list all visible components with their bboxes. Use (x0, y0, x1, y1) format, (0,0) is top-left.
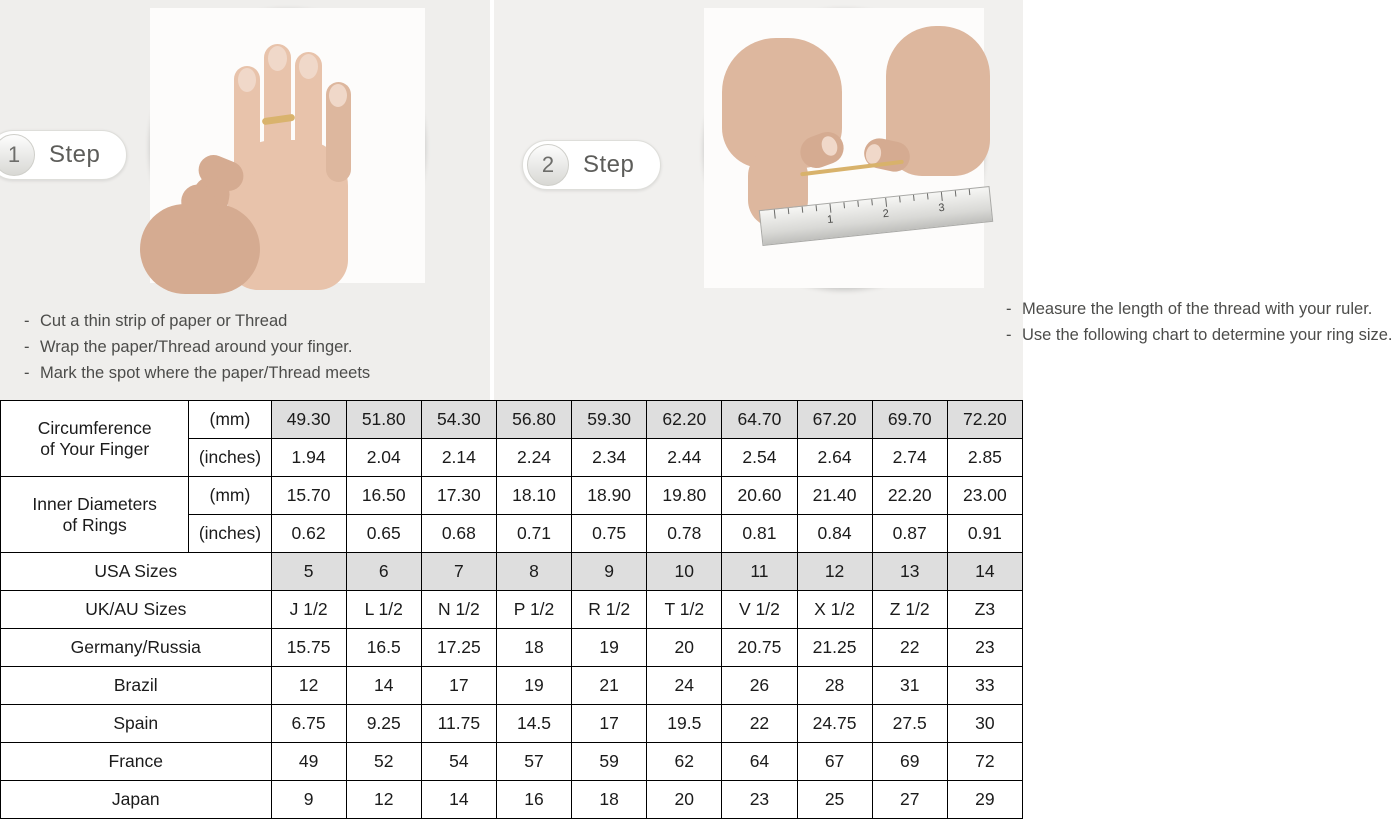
table-row (1, 401, 1023, 439)
row-label-uk-au: UK/AU Sizes (1, 591, 272, 629)
cell: 18 (572, 781, 647, 819)
cell: 0.87 (872, 515, 947, 553)
cell: 0.75 (572, 515, 647, 553)
table-row (1, 553, 1023, 591)
cell: 29 (947, 781, 1022, 819)
ring-size-table-wrap (0, 400, 1023, 826)
cell: 49 (271, 743, 346, 781)
row-label-france: France (1, 743, 272, 781)
cell: 33 (947, 667, 1022, 705)
row-label-inner-diameter: Inner Diameters of Rings (1, 477, 189, 553)
cell: 6.75 (271, 705, 346, 743)
cell: 62 (647, 743, 722, 781)
cell: 23.00 (947, 477, 1022, 515)
cell: 22 (722, 705, 797, 743)
cell: 51.80 (346, 401, 421, 439)
cell: 26 (722, 667, 797, 705)
cell: 16 (496, 781, 571, 819)
cell: 25 (797, 781, 872, 819)
cell: Z 1/2 (872, 591, 947, 629)
step-2-instruction-line: - Measure the length of the thread with your ruler. (1006, 300, 1373, 318)
cell: 11 (722, 553, 797, 591)
cell: 12 (346, 781, 421, 819)
step-2-instructions (1006, 296, 1393, 348)
cell: 59.30 (572, 401, 647, 439)
cell: 67 (797, 743, 872, 781)
unit-inches: (inches) (189, 439, 271, 477)
cell: 64.70 (722, 401, 797, 439)
cell: 18 (496, 629, 571, 667)
panel-divider (490, 0, 494, 400)
cell: 0.84 (797, 515, 872, 553)
cell: 2.04 (346, 439, 421, 477)
cell: 27 (872, 781, 947, 819)
row-label-japan: Japan (1, 781, 272, 819)
cell: 2.54 (722, 439, 797, 477)
row-label-circumference: Circumference of Your Finger (1, 401, 189, 477)
cell: 2.85 (947, 439, 1022, 477)
cell: 72.20 (947, 401, 1022, 439)
cell: 0.65 (346, 515, 421, 553)
cell: 2.24 (496, 439, 571, 477)
step-2-badge (522, 140, 661, 190)
cell: 54.30 (421, 401, 496, 439)
step-1-number: 1 (0, 134, 35, 176)
step-1-photo (150, 8, 425, 283)
cell: 18.90 (572, 477, 647, 515)
cell: 1.94 (271, 439, 346, 477)
table-row (1, 629, 1023, 667)
cell: 0.71 (496, 515, 571, 553)
cell: 14 (421, 781, 496, 819)
hand-with-thread-illustration (150, 8, 425, 283)
ruler-mark: 3 (937, 201, 946, 215)
cell: 0.91 (947, 515, 1022, 553)
cell: 0.62 (271, 515, 346, 553)
cell: 14.5 (496, 705, 571, 743)
cell: 22.20 (872, 477, 947, 515)
cell: 15.70 (271, 477, 346, 515)
cell: 23 (722, 781, 797, 819)
step-2-instruction-line: - Use the following chart to determine your ring size. (1006, 326, 1393, 344)
cell: R 1/2 (572, 591, 647, 629)
cell: 13 (872, 553, 947, 591)
unit-mm: (mm) (189, 401, 271, 439)
cell: 24 (647, 667, 722, 705)
cell: 72 (947, 743, 1022, 781)
cell: 21.25 (797, 629, 872, 667)
step-2-word: Step (583, 151, 635, 178)
cell: 12 (271, 667, 346, 705)
table-row (1, 781, 1023, 819)
table-row (1, 705, 1023, 743)
cell: 2.44 (647, 439, 722, 477)
table-row (1, 743, 1023, 781)
cell: 9 (572, 553, 647, 591)
cell: N 1/2 (421, 591, 496, 629)
cell: 59 (572, 743, 647, 781)
cell: 23 (947, 629, 1022, 667)
cell: 2.74 (872, 439, 947, 477)
cell: 19.80 (647, 477, 722, 515)
cell: 56.80 (496, 401, 571, 439)
cell: 20.60 (722, 477, 797, 515)
unit-inches: (inches) (189, 515, 271, 553)
cell: 9.25 (346, 705, 421, 743)
ring-size-table (0, 400, 1023, 819)
cell: J 1/2 (271, 591, 346, 629)
step-1-instruction-line: - Mark the spot where the paper/Thread meets (24, 364, 371, 382)
cell: 17.25 (421, 629, 496, 667)
cell: 20.75 (722, 629, 797, 667)
step-1-word: Step (49, 141, 101, 168)
cell: 54 (421, 743, 496, 781)
cell: 24.75 (797, 705, 872, 743)
cell: 31 (872, 667, 947, 705)
cell: 17.30 (421, 477, 496, 515)
ruler-mark: 1 (826, 213, 834, 227)
table-row (1, 477, 1023, 515)
cell: 19.5 (647, 705, 722, 743)
cell: 0.68 (421, 515, 496, 553)
cell: 64 (722, 743, 797, 781)
cell: 52 (346, 743, 421, 781)
table-row (1, 591, 1023, 629)
cell: 30 (947, 705, 1022, 743)
step-2-panel (490, 0, 1393, 400)
cell: 11.75 (421, 705, 496, 743)
cell: 57 (496, 743, 571, 781)
cell: 5 (271, 553, 346, 591)
cell: X 1/2 (797, 591, 872, 629)
hand-measuring-thread-illustration (704, 8, 984, 288)
cell: 21 (572, 667, 647, 705)
step-2-number: 2 (527, 144, 569, 186)
step-1-instructions (24, 308, 370, 386)
cell: 6 (346, 553, 421, 591)
step-1-instruction-line: - Cut a thin strip of paper or Thread (24, 312, 288, 330)
cell: 22 (872, 629, 947, 667)
cell: 21.40 (797, 477, 872, 515)
cell: 15.75 (271, 629, 346, 667)
cell: 0.81 (722, 515, 797, 553)
ruler-mark: 2 (882, 207, 890, 221)
cell: 17 (572, 705, 647, 743)
cell: 49.30 (271, 401, 346, 439)
row-label-germany-russia: Germany/Russia (1, 629, 272, 667)
cell: 12 (797, 553, 872, 591)
row-label-spain: Spain (1, 705, 272, 743)
step-1-panel (0, 0, 490, 400)
cell: T 1/2 (647, 591, 722, 629)
step-1-instruction-line: - Wrap the paper/Thread around your finger. (24, 338, 353, 356)
cell: 2.34 (572, 439, 647, 477)
cell: 62.20 (647, 401, 722, 439)
row-label-brazil: Brazil (1, 667, 272, 705)
cell: 8 (496, 553, 571, 591)
cell: 9 (271, 781, 346, 819)
cell: 67.20 (797, 401, 872, 439)
cell: 20 (647, 629, 722, 667)
row-label-usa: USA Sizes (1, 553, 272, 591)
steps-area (0, 0, 1393, 400)
step-1-badge (0, 130, 127, 180)
cell: 16.50 (346, 477, 421, 515)
step-2-photo (704, 8, 984, 288)
cell: 69.70 (872, 401, 947, 439)
cell: 2.14 (421, 439, 496, 477)
cell: 28 (797, 667, 872, 705)
cell: 2.64 (797, 439, 872, 477)
cell: 19 (496, 667, 571, 705)
cell: 20 (647, 781, 722, 819)
cell: 16.5 (346, 629, 421, 667)
cell: 14 (346, 667, 421, 705)
cell: 19 (572, 629, 647, 667)
cell: V 1/2 (722, 591, 797, 629)
cell: 17 (421, 667, 496, 705)
cell: P 1/2 (496, 591, 571, 629)
cell: 18.10 (496, 477, 571, 515)
cell: 0.78 (647, 515, 722, 553)
cell: 69 (872, 743, 947, 781)
unit-mm: (mm) (189, 477, 271, 515)
cell: 27.5 (872, 705, 947, 743)
cell: L 1/2 (346, 591, 421, 629)
table-row (1, 667, 1023, 705)
cell: 7 (421, 553, 496, 591)
cell: 10 (647, 553, 722, 591)
cell: Z3 (947, 591, 1022, 629)
cell: 14 (947, 553, 1022, 591)
